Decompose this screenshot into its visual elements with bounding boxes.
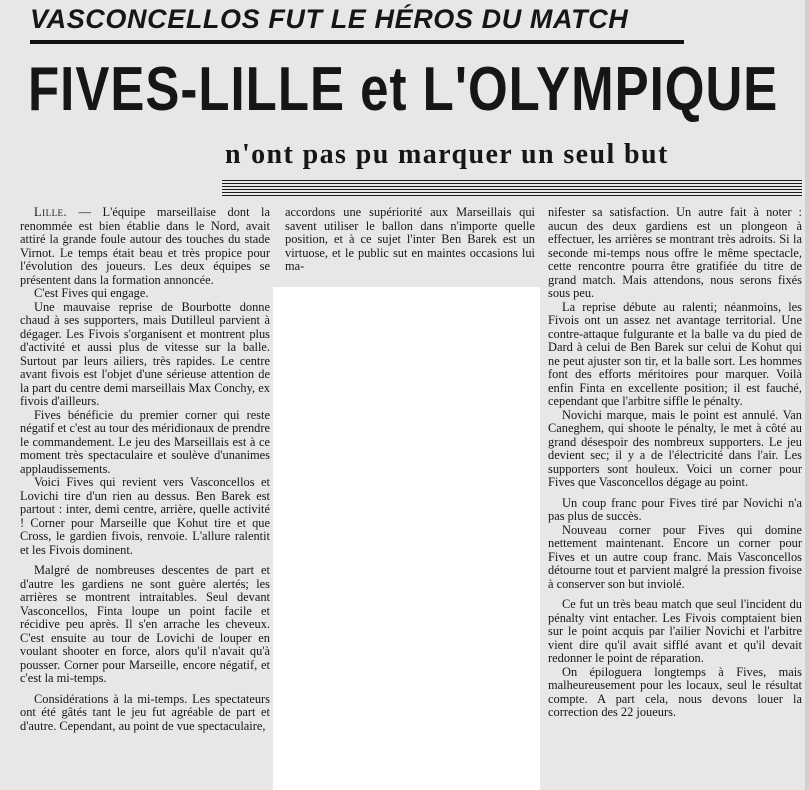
article-column-1 xyxy=(20,206,270,733)
paragraph: Novichi marque, mais le point est annulé. Van Caneghem, qui shoote le pénalty, le met à côté au grand désespoir des nombreux supporters. Le jeu devient sec; il y a de l'électricité dans l'air. Les supporters sont houleux. Voici un corner pour Fives que Vasconcellos dégage au point. xyxy=(548,407,802,489)
paragraph: Nouveau corner pour Fives qui domine nettement maintenant. Encore un corner pour Fives et un autre coup franc. Mais Vasconcellos détourne tout et parvient malgré la pression fivoise à conserver son but inviolé. xyxy=(548,522,802,591)
paragraph: Fives bénéficie du premier corner qui reste négatif et c'est au tour des méridionaux de prendre le commandement. Le jeu des Marseillais est à ce moment très spectaculaire et soulève d'unanimes applaudissements. xyxy=(20,407,270,476)
paragraph: Malgré de nombreuses descentes de part et d'autre les gardiens ne sont guère alertés; les arrières se montrent intraitables. Seul devant Vasconcellos, Finta loupe un point facile et récidive peu après. Il s'en arrache les cheveux. C'est ensuite au tour de Lovichi de louper en voulant shooter en force, alors qu'il n'avait qu'à pousser. Corner pour Marseille, encore négatif, et c'est la mi-temps. xyxy=(20,563,270,685)
paragraph: Un coup franc pour Fives tiré par Novichi n'a pas plus de succès. xyxy=(548,495,802,523)
kicker-headline: VASCONCELLOS FUT LE HÉROS DU MATCH xyxy=(30,4,629,34)
paragraph: Ce fut un très beau match que seul l'incident du pénalty vint entacher. Les Fivois comptaient bien sur le point acquis par l'ailier Novichi et l'arbitre vient dire qu'il avait sifflé avant et qu'il devait redonner le point de réparation. xyxy=(548,597,802,665)
paragraph: C'est Fives qui engage. xyxy=(34,286,149,300)
subheadline: n'ont pas pu marquer un seul but xyxy=(225,139,669,170)
dateline: Lille. xyxy=(34,205,68,219)
paragraph: Une mauvaise reprise de Bourbotte donne chaud à ses supporters, mais Dutilleul parvient à dégager. Les Fivois s'organisent et montrent plus d'activité et aussi plus de vitesse sur la balle. Surtout par leurs ailiers, très rapides. Le centre avant fivois est l'objet d'une sérieuse attention de la part du centre demi marseillais Max Conchy, ex fivois d'ailleurs. xyxy=(20,299,270,408)
paragraph: La reprise débute au ralenti; néanmoins, les Fivois ont un assez net avantage territorial. Une contre-attaque fulgurante et la balle va du pied de Dard à celui de Ben Barek sur celui de Kohut qui ne peut ajuster son tir, et la balle sort. Les hommes font des efforts méritoires pour marquer. Voilà enfin Finta en excellente position; il est fauché, cependant que l'arbitre siffle le pénalty. xyxy=(548,299,802,408)
article-column-3 xyxy=(548,206,802,720)
blank-region xyxy=(273,287,540,790)
paragraph-text: — L'équipe marseillaise dont la renommée est bien établie dans le Nord, avait attiré la grande foule autour des touches du stade Virnot. Le temps était beau et très propice pour l'évolution des joueurs. Les deux équipes se présentent dans la formation annoncée. xyxy=(20,205,270,287)
paragraph: Voici Fives qui revient vers Vasconcellos et Lovichi tire d'un rien au dessus. Ben Barek est partout : inter, demi centre, arrière, quelle activité ! Corner pour Marseille que Kohut tire et que Cross, le gardien fivois, renvoie. L'allure ralentit et les Fivois dominent. xyxy=(20,475,270,557)
paragraph: Considérations à la mi-temps. Les spectateurs ont été gâtés tant le jeu fut agréable de part et d'autre. Cependant, au point de vue spectaculaire, xyxy=(20,691,270,733)
paragraph xyxy=(20,206,270,287)
hatched-rule xyxy=(222,180,802,197)
kicker-rule xyxy=(30,40,684,44)
article-column-2 xyxy=(285,206,535,274)
paragraph: nifester sa satisfaction. Un autre fait à noter : aucun des deux gardiens est un plongeon à effectuer, les arrières se montrant très adroits. Si la seconde mi-temps nous offre le même spectacle, cette rencontre pourra être gratifiée du titre de grand match. Mais attendons, nous serons fixés sous peu. xyxy=(548,205,802,300)
paragraph: On épiloguera longtemps à Fives, mais malheureusement pour les locaux, seul le résultat compte. A part cela, nous devons louer la correction des 22 joueurs. xyxy=(548,664,802,719)
scan-edge xyxy=(805,0,809,790)
paragraph: accordons une supériorité aux Marseillais qui savent utiliser le ballon dans n'importe quelle position, et à ce sujet l'inter Ben Barek est un virtuose, et le public sut en maintes occasions lui ma- xyxy=(285,205,535,273)
main-headline: FIVES-LILLE et L'OLYMPIQUE xyxy=(28,53,779,124)
